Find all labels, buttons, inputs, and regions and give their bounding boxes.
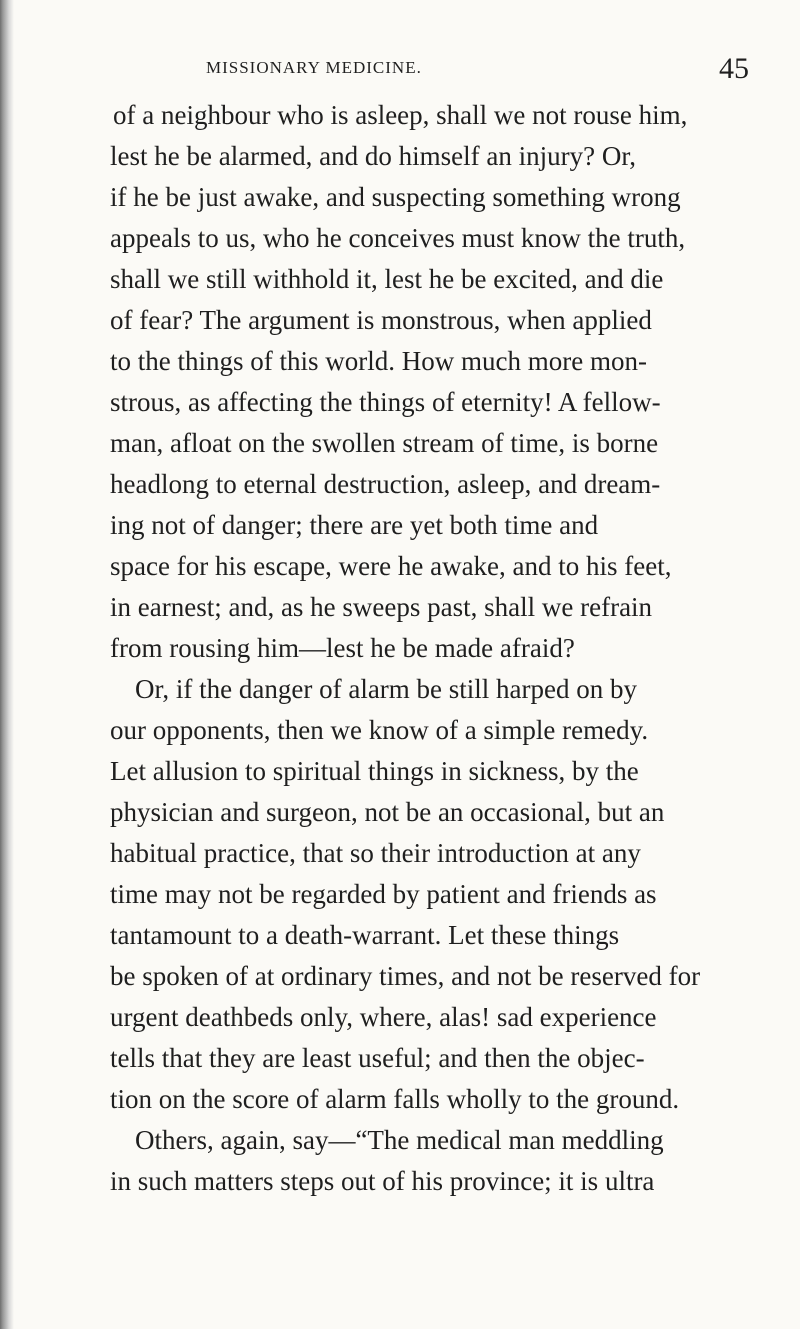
text-line: urgent deathbeds only, where, alas! sad experience	[110, 1002, 657, 1032]
page-gutter-shadow	[0, 0, 14, 1329]
text-line: in earnest; and, as he sweeps past, shall we refrain	[110, 592, 653, 622]
text-line: man, afloat on the swollen stream of time, is borne	[110, 428, 659, 458]
text-line: from rousing him—lest he be made afraid?	[110, 633, 575, 663]
text-line: of a neighbour who is asleep, shall we not rouse him,	[113, 100, 688, 130]
text-line: tantamount to a death-warrant. Let these things	[110, 920, 620, 950]
text-line: appeals to us, who he conceives must know the truth,	[110, 223, 686, 253]
text-line: our opponents, then we know of a simple remedy.	[110, 715, 649, 745]
text-line: to the things of this world. How much more mon-	[110, 346, 647, 376]
text-line: strous, as affecting the things of eternity! A fellow-	[110, 387, 661, 417]
text-line: time may not be regarded by patient and friends as	[110, 879, 657, 909]
text-line: Let allusion to spiritual things in sickness, by the	[110, 756, 639, 786]
text-line: physician and surgeon, not be an occasional, but an	[110, 797, 665, 827]
text-line: in such matters steps out of his province; it is ultra	[110, 1166, 655, 1196]
text-line: lest he be alarmed, and do himself an injury? Or,	[110, 141, 636, 171]
text-line: ing not of danger; there are yet both time and	[110, 510, 599, 540]
text-line: of fear? The argument is monstrous, when applied	[110, 305, 652, 335]
running-title: MISSIONARY MEDICINE.	[206, 58, 422, 77]
text-line: be spoken of at ordinary times, and not be reserved for	[110, 961, 701, 991]
page-number: 45	[719, 52, 749, 85]
text-line: headlong to eternal destruction, asleep, and dream-	[110, 469, 661, 499]
text-line: if he be just awake, and suspecting something wrong	[110, 182, 681, 212]
text-line: Or, if the danger of alarm be still harped on by	[135, 674, 638, 704]
text-line: tells that they are least useful; and then the objec-	[110, 1043, 645, 1073]
text-line: space for his escape, were he awake, and to his feet,	[110, 551, 672, 581]
running-header	[0, 52, 800, 86]
text-line: Others, again, say—“The medical man meddling	[135, 1125, 664, 1155]
text-line: tion on the score of alarm falls wholly to the ground.	[110, 1084, 680, 1114]
text-line: shall we still withhold it, lest he be excited, and die	[110, 264, 664, 294]
text-line: habitual practice, that so their introduction at any	[110, 838, 641, 868]
